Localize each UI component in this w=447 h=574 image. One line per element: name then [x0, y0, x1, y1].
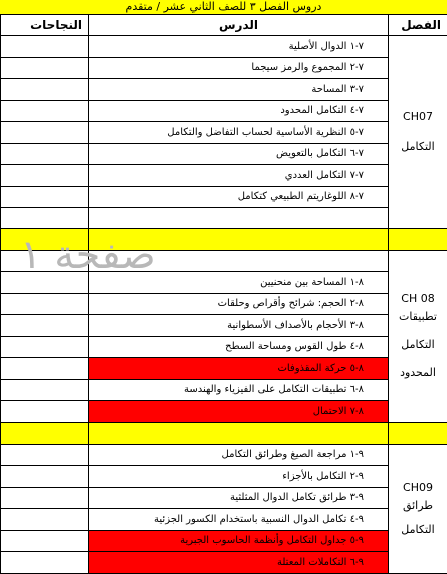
chapter-08-name-line: تطبيقات — [389, 308, 447, 326]
chapter-07-code: CH07 — [389, 108, 447, 126]
success-cell — [1, 487, 89, 509]
lesson-7-6: ٧-٦ التكامل بالتعويض — [89, 143, 389, 165]
lesson-8-7: ٨-٧ الاحتمال — [89, 401, 389, 423]
lesson-7-2: ٧-٢ المجموع والرمز سيجما — [89, 57, 389, 79]
chapter-08-name-line: التكامل — [389, 336, 447, 354]
lesson-7-4: ٧-٤ التكامل المحدود — [89, 100, 389, 122]
success-cell — [1, 208, 89, 229]
success-cell — [1, 401, 89, 423]
page-banner-title: دروس الفصل ٣ للصف الثاني عشر / متقدم — [0, 0, 447, 15]
success-cell — [1, 358, 89, 380]
chapter-09-name-line: التكامل — [389, 521, 447, 539]
lesson-7-3: ٧-٣ المساحة — [89, 79, 389, 101]
success-cell — [1, 552, 89, 574]
success-cell — [1, 79, 89, 101]
lesson-row — [1, 36, 447, 58]
separator-row — [1, 422, 447, 444]
lesson-9-4: ٩-٤ تكامل الدوال النسبية باستخدام الكسور الجزئية — [89, 509, 389, 531]
lesson-9-3: ٩-٣ طرائق تكامل الدوال المثلثية — [89, 487, 389, 509]
lesson-row — [1, 251, 447, 272]
success-cell — [1, 186, 89, 208]
success-cell — [1, 336, 89, 358]
success-cell — [1, 165, 89, 187]
lesson-empty — [89, 208, 389, 229]
lesson-9-5: ٩-٥ جداول التكامل وأنظمة الحاسوب الجبرية — [89, 530, 389, 552]
chapter-08-cell — [389, 251, 447, 423]
lesson-8-1: ٨-١ المساحة بين منحنيين — [89, 272, 389, 294]
page-watermark: صفحة ١ — [20, 232, 156, 278]
lesson-row — [1, 444, 447, 466]
chapter-09-name-line: طرائق — [389, 497, 447, 515]
header-success: النجاحات — [1, 15, 89, 36]
chapter-07-name: التكامل — [389, 138, 447, 156]
lesson-8-4: ٨-٤ طول القوس ومساحة السطح — [89, 336, 389, 358]
success-cell — [1, 315, 89, 337]
success-cell — [1, 444, 89, 466]
success-cell — [1, 122, 89, 144]
separator-row — [1, 229, 447, 251]
lesson-7-8: ٧-٨ اللوغاريتم الطبيعي كتكامل — [89, 186, 389, 208]
lesson-7-5: ٧-٥ النظرية الأساسية لحساب التفاضل والتكامل — [89, 122, 389, 144]
success-cell — [1, 251, 89, 272]
success-cell — [1, 143, 89, 165]
success-cell — [1, 509, 89, 531]
lesson-empty — [89, 251, 389, 272]
header-lesson: الدرس — [89, 15, 389, 36]
chapter-08-code: CH 08 — [389, 290, 447, 308]
lesson-7-1: ٧-١ الدوال الأصلية — [89, 36, 389, 58]
header-unit: الفصل — [389, 15, 447, 36]
chapter-07-cell — [389, 36, 447, 229]
lesson-9-6: ٩-٦ التكاملات المعتلة — [89, 552, 389, 574]
lesson-7-7: ٧-٧ التكامل العددي — [89, 165, 389, 187]
chapter-09-cell — [389, 444, 447, 573]
chapter-08-name-line: المحدود — [389, 364, 447, 382]
success-cell — [1, 293, 89, 315]
lesson-8-2: ٨-٢ الحجم: شرائح وأقراص وحلقات — [89, 293, 389, 315]
success-cell — [1, 379, 89, 401]
success-cell — [1, 466, 89, 488]
success-cell — [1, 100, 89, 122]
success-cell — [1, 57, 89, 79]
lesson-9-2: ٩-٢ التكامل بالأجزاء — [89, 466, 389, 488]
lesson-9-1: ٩-١ مراجعة الصيغ وطرائق التكامل — [89, 444, 389, 466]
lessons-table — [0, 14, 447, 574]
success-cell — [1, 272, 89, 294]
lesson-8-6: ٨-٦ تطبيقات التكامل على الفيزياء والهندسة — [89, 379, 389, 401]
header-row — [1, 15, 447, 36]
chapter-09-code: CH09 — [389, 479, 447, 497]
success-cell — [1, 36, 89, 58]
lesson-8-5: ٨-٥ حركة المقذوفات — [89, 358, 389, 380]
success-cell — [1, 530, 89, 552]
lesson-8-3: ٨-٣ الأحجام بالأصداف الأسطوانية — [89, 315, 389, 337]
